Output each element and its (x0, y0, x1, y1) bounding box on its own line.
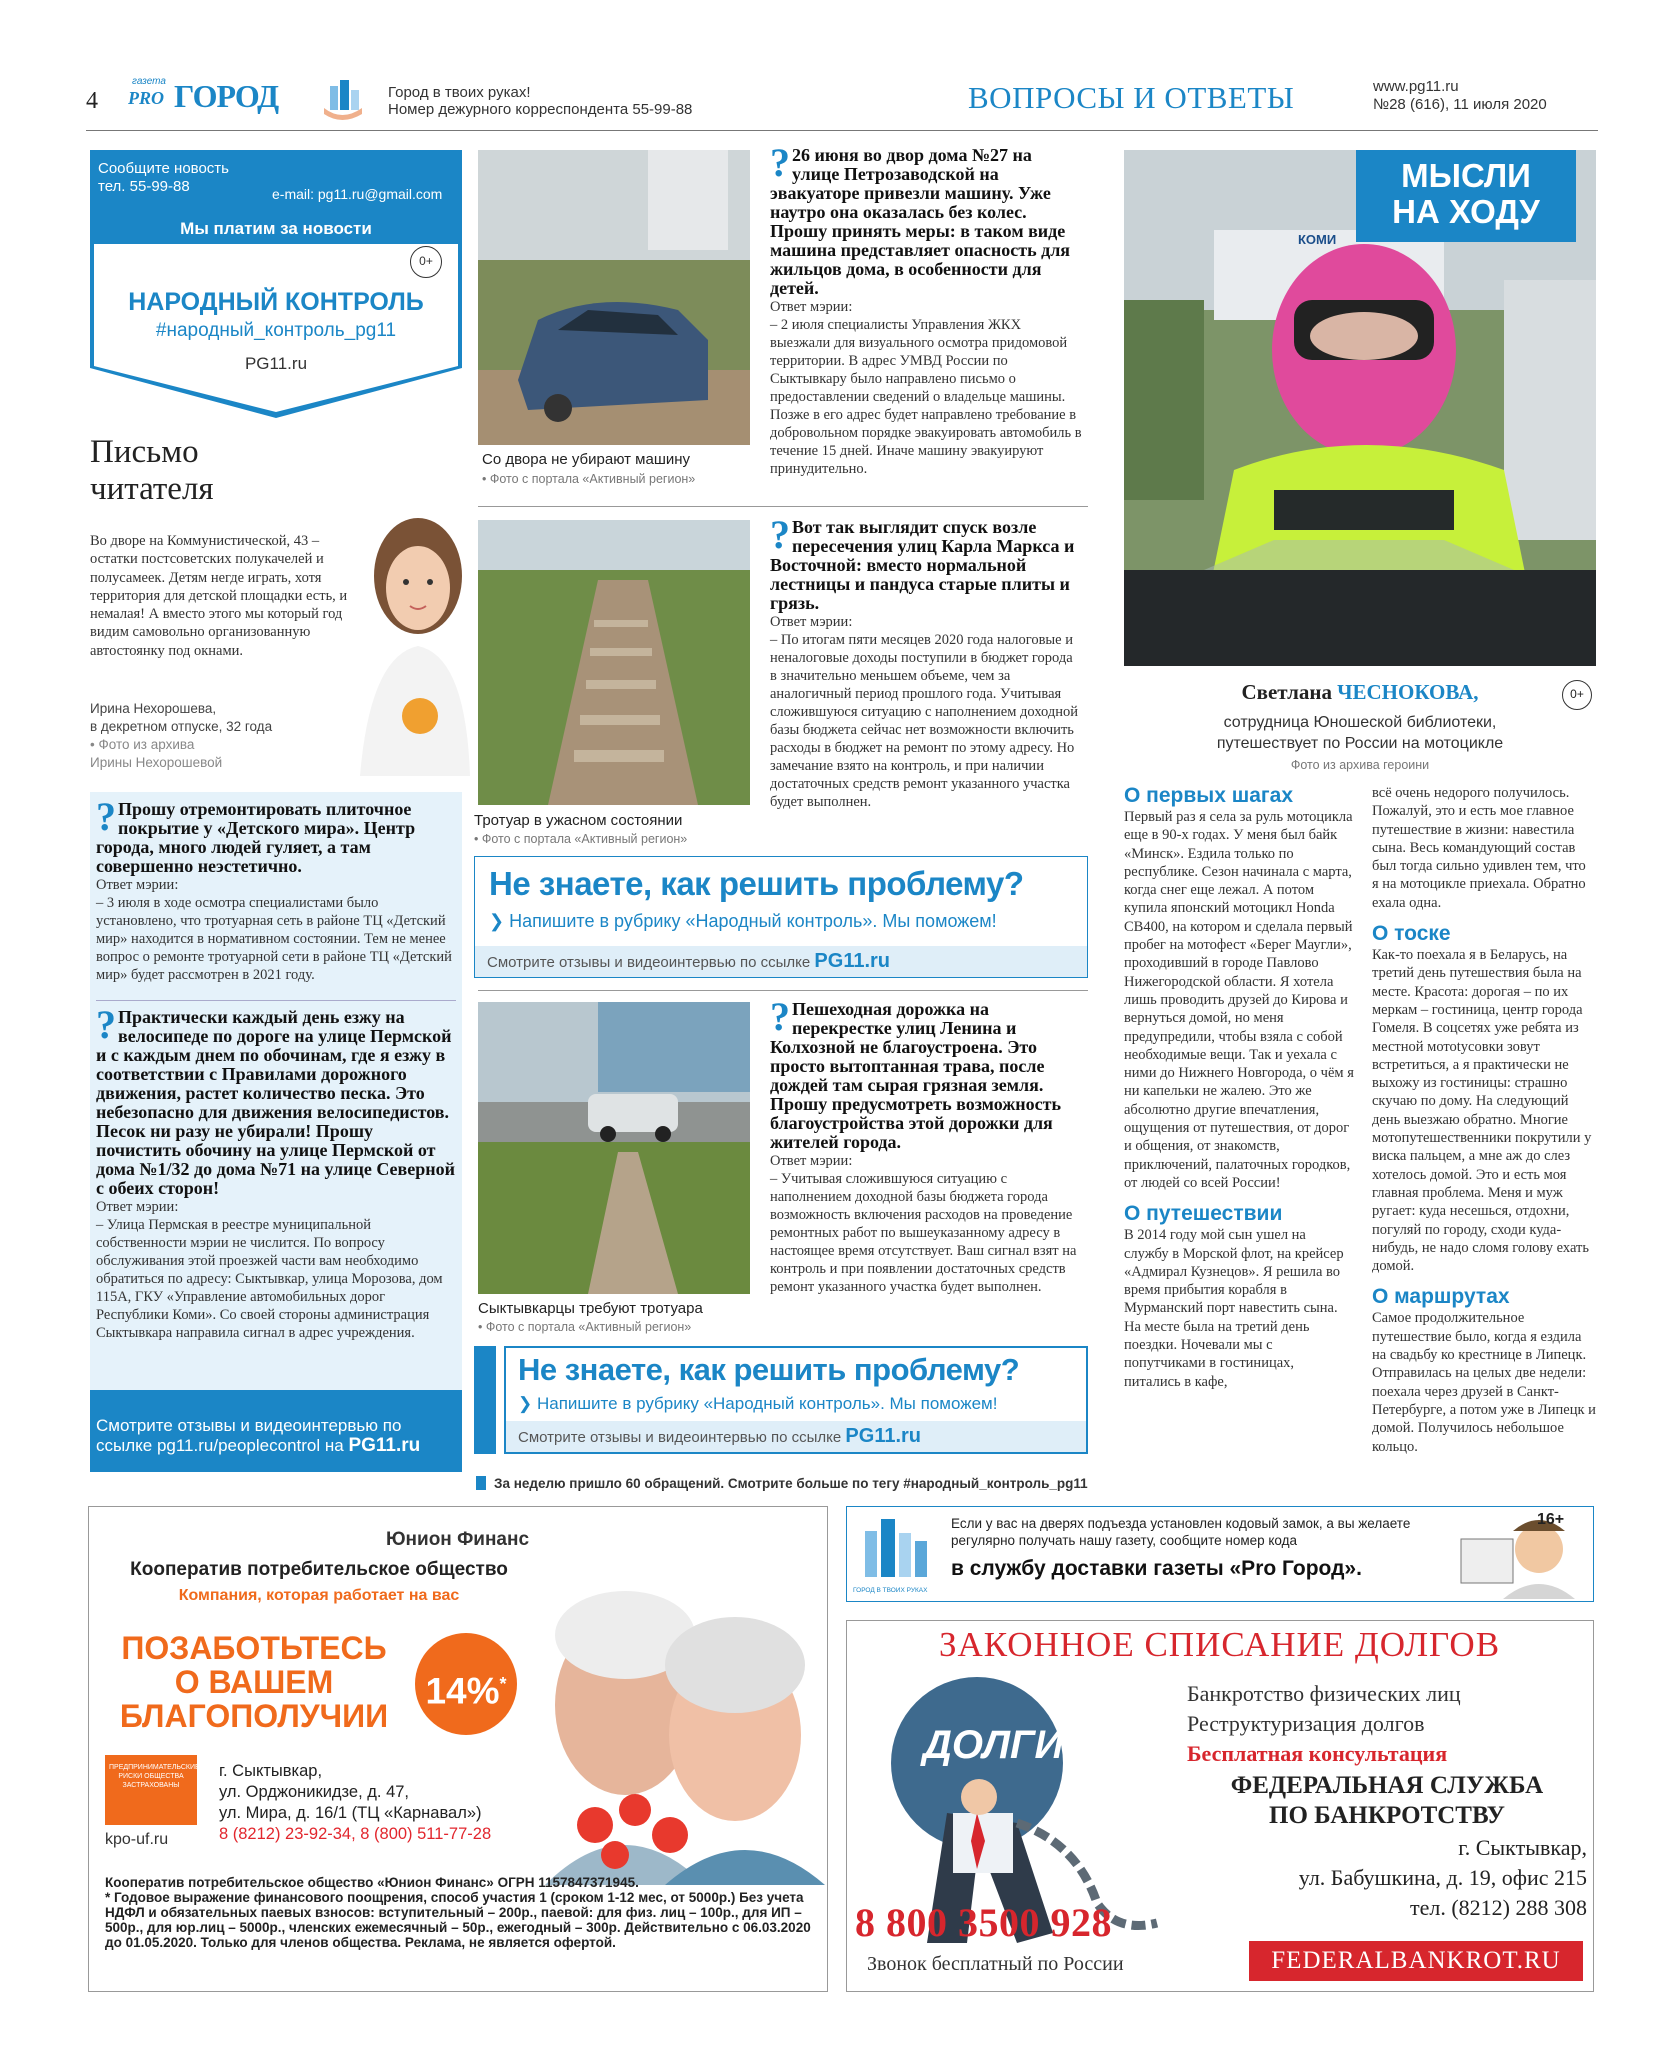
bankrot-site[interactable]: FEDERALBANKROT.RU (1249, 1941, 1583, 1981)
report-phone[interactable]: тел. 55-99-88 (98, 178, 190, 195)
subheading-first-steps: О первых шагах (1124, 784, 1294, 807)
question-car-card (770, 140, 1082, 478)
letter-heading-2: читателя (90, 471, 214, 507)
bankrot-free-call: Звонок бесплатный по России (867, 1953, 1124, 1975)
ad-slogan-line: О ВАШЕМ (174, 1664, 334, 1700)
insurance-badge: ПРЕДПРИНИМАТЕЛЬСКИЕ РИСКИ ОБЩЕСТВА ЗАСТРАХОВАНЫ (105, 1755, 197, 1825)
issue-info: №28 (616), 11 июля 2020 (1373, 96, 1547, 113)
ad-coop: Кооператив потребительское общество (130, 1559, 508, 1580)
week-note-text: За неделю пришло 60 обращений. Смотрите больше по тегу #народный_контроль_pg11 (494, 1476, 1088, 1491)
question-mark-icon: ? (770, 512, 790, 557)
letter-heading: Письмо (90, 434, 199, 470)
week-note[interactable] (476, 1476, 1088, 1491)
stairs-source: • Фото с портала «Активный регион» (474, 832, 688, 846)
hero-first-name: Светлана (1241, 680, 1332, 704)
ad-brand: Юнион Финанс (385, 1529, 530, 1550)
agency-name-2: ПО БАНКРОТСТВУ (1269, 1802, 1505, 1829)
debt-ball-label: ДОЛГИ (923, 1723, 1064, 1767)
subheading-trip: О путешествии (1124, 1202, 1283, 1226)
cta-box-2[interactable] (504, 1346, 1088, 1454)
delivery-text: Если у вас на дверях подъезда установлен кодовый замок, а вы желаете (951, 1516, 1411, 1531)
reader-photo (340, 506, 470, 776)
ad-city: г. Сыктывкар, (219, 1762, 323, 1780)
ad-union-finance[interactable] (88, 1506, 828, 1992)
answer-label: Ответ мэрии: (770, 299, 853, 315)
answer-text: – Учитывая сложившуюся ситуацию с наполнением доходной базы бюджета города возможность включения расходов на проведение ремонтных работ по вышеуказанному адресу в настоящее время отсутствует. Ваш сигнал взят на контроль и при появлении достаточных средств ремонт указанного участка будет выполнен. (770, 1171, 1077, 1295)
stairs-photo (478, 520, 750, 805)
question-text: Практически каждый день езжу на велосипеде по дороге на улице Пермской и с каждым днем по обочинам, где я езжу в соответствии с Правилами дорожного движения, растет количество песка. Это небезопасно для движения велосипедистов. Песок ни разу не убирали! Прошу почистить обочину на улице Пермской от дома №1/32 до дома №71 на улице Северной с обеих сторон! (96, 1007, 456, 1198)
delivery-headline: в службу доставки газеты «Pro Город». (951, 1557, 1362, 1580)
we-pay-banner: Мы платим за новости (90, 214, 462, 244)
answer-label: Ответ мэрии: (770, 614, 853, 630)
report-line: Сообщите новость (98, 160, 229, 177)
bankrot-tel[interactable]: тел. (8212) 288 308 (1409, 1895, 1587, 1920)
rate-badge (415, 1633, 517, 1735)
letter-author-note: в декретном отпуске, 32 года (90, 719, 273, 734)
newspaper-city-icon (855, 1513, 945, 1595)
section-text: всё очень недорого получилось. Пожалуй, это и есть мое главное путешествие в жизни: навестила сына. Весь командующий состав был тогда сильно удивлен тем, что я на мотоцикле приехала. Обратно ехала одна. (1372, 785, 1586, 911)
hero-last-name: ЧЕСНОКОВА, (1337, 680, 1479, 704)
free-consult: Бесплатная консультация (1187, 1741, 1448, 1766)
left-footer-text: Смотрите отзывы и видеоинтервью по ссылке pg11.ru/peoplecontrol на (96, 1416, 402, 1455)
ad-site[interactable]: kpo-uf.ru (105, 1831, 169, 1848)
hero-role: сотрудница Юношеской библиотеки, (1223, 714, 1497, 731)
hashtag[interactable]: #народный_контроль_pg11 (155, 320, 397, 341)
stairs-caption: Тротуар в ужасном состоянии (474, 812, 683, 829)
section-text: В 2014 году мой сын ушел на службу в Морской флот, на крейсер «Адмирал Кузнецов». Я решила во время прибытия корабля в Мурманский порт навестить сына. На месте была на третий день поездки. Ночевали мы с попутчиками в гостиницах, питались в кафе, (1124, 1227, 1344, 1390)
letter-photo-source-2: Ирины Нехорошевой (90, 755, 223, 770)
banner-line-2: НА ХОДУ (1392, 193, 1540, 230)
cta-site[interactable]: PG11.ru (845, 1425, 922, 1447)
age-badge-right: 0+ (1562, 680, 1592, 710)
agency-name: ФЕДЕРАЛЬНАЯ СЛУЖБА (1230, 1772, 1544, 1799)
bankrot-city: г. Сыктывкар, (1458, 1835, 1587, 1860)
report-site[interactable]: PG11.ru (244, 354, 308, 373)
ad-tagline: Компания, которая работает на вас (178, 1587, 460, 1604)
answer-label: Ответ мэрии: (96, 1199, 179, 1215)
question-stairs-card (770, 512, 1082, 811)
question-text: Вот так выглядит спуск возле пересечения улиц Карла Маркса и Восточной: вместо нормальной лестницы и пандуса старые плиты и грязь. (770, 517, 1075, 613)
chevron-right-icon: ❯ (489, 911, 505, 931)
question-text: 26 июня во двор дома №27 на улице Петрозаводской на эвакуаторе привезли машину. Уже наутро она оказалась без колес. Прошу принять меры: в таком виде машина представляет опасность для жильцов дома, в особенности для детей. (770, 145, 1071, 298)
cta-footer: Смотрите отзывы и видеоинтервью по ссылке (487, 954, 811, 971)
left-footer[interactable] (90, 1390, 462, 1472)
path-photo (478, 1002, 750, 1294)
rate-value: 14% (425, 1670, 500, 1712)
ad-phones[interactable]: 8 (8212) 23-92-34, 8 (800) 511-77-28 (219, 1825, 492, 1843)
question-text: Пешеходная дорожка на перекрестке улиц Ленина и Колхозной не благоустроена. Это просто вытоптанная трава, после дождей там сырая грязная земля. Прошу предусмотреть возможность благоустройства этой дорожки для жителей города. (770, 999, 1062, 1152)
question-mark-icon: ? (770, 140, 790, 185)
subheading-routes: О маршрутах (1372, 1285, 1510, 1309)
hero-name (1124, 680, 1596, 705)
question-text: Прошу отремонтировать плиточное покрытие у «Детского мира». Центр города, много людей гуляет, а там совершенно неэстетично. (96, 799, 416, 876)
people-control-title: НАРОДНЫЙ КОНТРОЛЬ (128, 288, 424, 316)
cta-subtitle: Напишите в рубрику «Народный контроль». Мы поможем! (536, 1394, 998, 1413)
cta-box[interactable] (474, 856, 1088, 978)
report-news-box (90, 150, 462, 418)
car-source: • Фото с портала «Активный регион» (482, 472, 696, 486)
ad-slogan-line: БЛАГОПОЛУЧИИ (119, 1698, 389, 1734)
question-mark-icon: ? (96, 1002, 116, 1047)
answer-label: Ответ мэрии: (96, 877, 179, 893)
hero-role-2: путешествует по России на мотоцикле (1216, 735, 1504, 752)
page-number: 4 (86, 88, 98, 114)
letter-text: Во дворе на Коммунистической, 43 – остатки постсоветских полукачелей и полусамеек. Детям негде играть, хотя территория для детской площадки есть, и немалая! А вместо этого мы который год видим самовольно организованную автостоянку под окнами. (90, 533, 348, 659)
question-bike-card (96, 1002, 456, 1342)
letter-photo-source: • Фото из архива (90, 737, 195, 752)
report-email[interactable]: e-mail: pg11.ru@gmail.com (272, 186, 443, 202)
bankrot-title: ЗАКОННОЕ СПИСАНИЕ ДОЛГОВ (938, 1625, 1501, 1664)
ad-fine-print-2: * Годовое выражение финансового поощрения, способ участия 1 (сроком 1-12 мес, от 5000р.) Без учета НДФЛ и обязательных паевых взносов: вступительный – 200р., паевой: для физ. лиц – 100р., для ИП – 500р., для юр.лиц – 5000р., членских ежемесячный – 50р., ежегодный – 300р. Действительно с 06.03.2020 до 01.05.2020. Только для членов общества. Реклама, не является офертой. (105, 1890, 811, 1950)
bankrot-phone[interactable]: 8 800 3500 928 (855, 1900, 1112, 1945)
rate-star: * (499, 1674, 507, 1694)
cta-subtitle: Напишите в рубрику «Народный контроль». Мы поможем! (509, 911, 997, 931)
age-badge: 0+ (410, 246, 442, 278)
car-photo (478, 150, 750, 445)
pro-gorod-logo: газета PRO ГОРОД (128, 76, 279, 114)
answer-text: – 3 июля в ходе осмотра специалистами было установлено, что тротуарная сеть в районе ТЦ «Детский мир» находится в нормативном состоянии. Тем не менее вопрос о ремонте тротуарной сети в районе ТЦ «Детский мир» будет рассмотрен в 2021 году. (96, 895, 452, 983)
path-caption: Сыктывкарцы требуют тротуара (478, 1300, 703, 1317)
note-marker-icon (476, 1476, 486, 1490)
section-title: ВОПРОСЫ И ОТВЕТЫ (968, 80, 1295, 115)
article-col-1 (1124, 784, 1354, 1391)
bankrot-address: ул. Бабушкина, д. 19, офис 215 (1298, 1865, 1587, 1890)
hero-photo-source: Фото из архива героини (1290, 758, 1430, 772)
answer-label: Ответ мэрии: (770, 1153, 853, 1169)
ad-address: ул. Орджоникидзе, д. 47, (219, 1783, 410, 1801)
question-path-card (770, 994, 1082, 1296)
bankrot-service: Банкротство физических лиц (1187, 1681, 1461, 1706)
car-caption: Со двора не убирают машину (482, 451, 691, 468)
cta-site[interactable]: PG11.ru (814, 950, 891, 972)
letter-author: Ирина Нехорошева, (90, 701, 217, 716)
article-col-2 (1372, 784, 1596, 1456)
site-url[interactable]: www.pg11.ru (1373, 78, 1459, 95)
chevron-right-icon: ❯ (518, 1394, 533, 1413)
city-in-hands-icon (322, 78, 364, 120)
subheading-longing: О тоске (1372, 922, 1451, 946)
answer-text: – Улица Пермская в реестре муниципальной собственности мэрии не числится. По вопросу обслуживания этой проезжей части вам необходимо обратиться по адресу: Сыктывкар, улица Морозова, дом 115А, ГКУ «Управление автомобильных дорог Республики Коми». Со своей стороны администрация Сыктывкара направила сигнал в адрес учреждения. (96, 1217, 443, 1341)
left-footer-site[interactable]: PG11.ru (348, 1435, 421, 1456)
answer-text: – По итогам пяти месяцев 2020 года налоговые и неналоговые доходы поступили в бюджет города в значительно меньшем объеме, чем за аналогичный период прошлого года. Учитывая сложившуюся ситуацию с наполнением доходной базы бюджета сейчас нет возможности включить расходы в бюджет на ремонт по этому адресу. Но замечание взято на контроль, и при наличии достаточных средств ремонт указанного участка будет выполнен. (770, 632, 1078, 810)
ad-slogan-line: ПОЗАБОТЬТЕСЬ (121, 1630, 387, 1666)
cta-footer: Смотрите отзывы и видеоинтервью по ссылке (518, 1429, 842, 1446)
question-tile-card (96, 794, 456, 984)
section-text: Самое продолжительное путешествие было, когда я ездила на свадьбу ко крестнице в Липецк. Отправилась на целых две недели: поехала через друзей в Санкт-Петербурге, а потом уже в Липецк и домой. Получилось небольшое кольцо. (1372, 1310, 1596, 1455)
delivery-text-2: регулярно получать нашу газету, сообщите номер кода (951, 1533, 1298, 1548)
section-text: Первый раз я села за руль мотоцикла еще в 90-х годах. У меня был байк «Минск». Ездила только по республике. Сезон начинала с марта, когда снег еще лежал. А потом купила японский мотоцикл Honda CB400, на котором и сделала первый пробег на мотофест «Берег Маугли», проходивший в городе Павлово Нижегородской области. Я хотела лишь проводить друзей до Кирова и вернуться домой, но меня предупредили, чтобы взяла с собой необходимые вещи. Так и уехала с ними до Нижнего Новгорода, о чём я ни капельки не жалею. Это же абсолютно другие впечатления, ощущения от путешествия, от дорог и общения, от знакомств, приключений, палаточных городков, от людей со всей России! (1124, 809, 1354, 1191)
path-source: • Фото с портала «Активный регион» (478, 1320, 692, 1334)
bankrot-service-2: Реструктуризация долгов (1187, 1711, 1425, 1736)
duty-phone: Номер дежурного корреспондента 55-99-88 (388, 101, 693, 118)
shop-sign: КОМИ (1298, 232, 1337, 247)
ad-fine-print: Кооператив потребительское общество «Юнион Финанс» ОГРН 1157847371945. (105, 1875, 639, 1890)
delivery-age-badge: 16+ (1537, 1511, 1565, 1528)
question-mark-icon: ? (96, 794, 116, 839)
cta-accent-bar (474, 1346, 496, 1454)
ad-delivery[interactable] (846, 1506, 1594, 1602)
delivery-logo-note: ГОРОД В ТВОИХ РУКАХ (853, 1587, 928, 1594)
cta-title: Не знаете, как решить проблему? (489, 865, 1024, 902)
seniors-photo (485, 1585, 825, 1885)
slogan: Город в твоих руках! (388, 84, 531, 101)
ad-address-2: ул. Мира, д. 16/1 (ТЦ «Карнавал») (219, 1804, 482, 1822)
cta-title: Не знаете, как решить проблему? (518, 1352, 1020, 1387)
ad-bankruptcy[interactable] (846, 1620, 1594, 1992)
section-text: Как-то поехала я в Беларусь, на третий день путешествия была на месте. Красота: дорогая – по их меркам – гостиница, центр города Гомеля. В соцсетях уже ребята из местной мотоtусовки зовут встретиться, а я практически не выхожу из гостиницы: страшно скучаю по дому. На следующий день выезжаю обратно. Многие мотопутешественники покрутили у виска пальцем, а мне аж до слез хотелось домой. Это и есть моя главная проблема. Меня и муж ругает: куда несешься, отдохни, погуляй по городу, сходи куда-нибудь, не надо сломя голову ехать домой. (1372, 947, 1592, 1275)
banner-line-1: МЫСЛИ (1401, 157, 1531, 194)
answer-text: – 2 июля специалисты Управления ЖКХ выезжали для визуального осмотра придомовой территории. В адрес УМВД России по Сыктывкару было направлено письмо о предоставлении сведений о владельце машины. Позже в его адрес будет направлено требование в добровольном порядке эвакуировать автомобиль в течение 15 дней. Иначе машину эвакуируют принудительно. (770, 317, 1082, 477)
question-mark-icon: ? (770, 994, 790, 1039)
thoughts-banner (1356, 150, 1576, 242)
